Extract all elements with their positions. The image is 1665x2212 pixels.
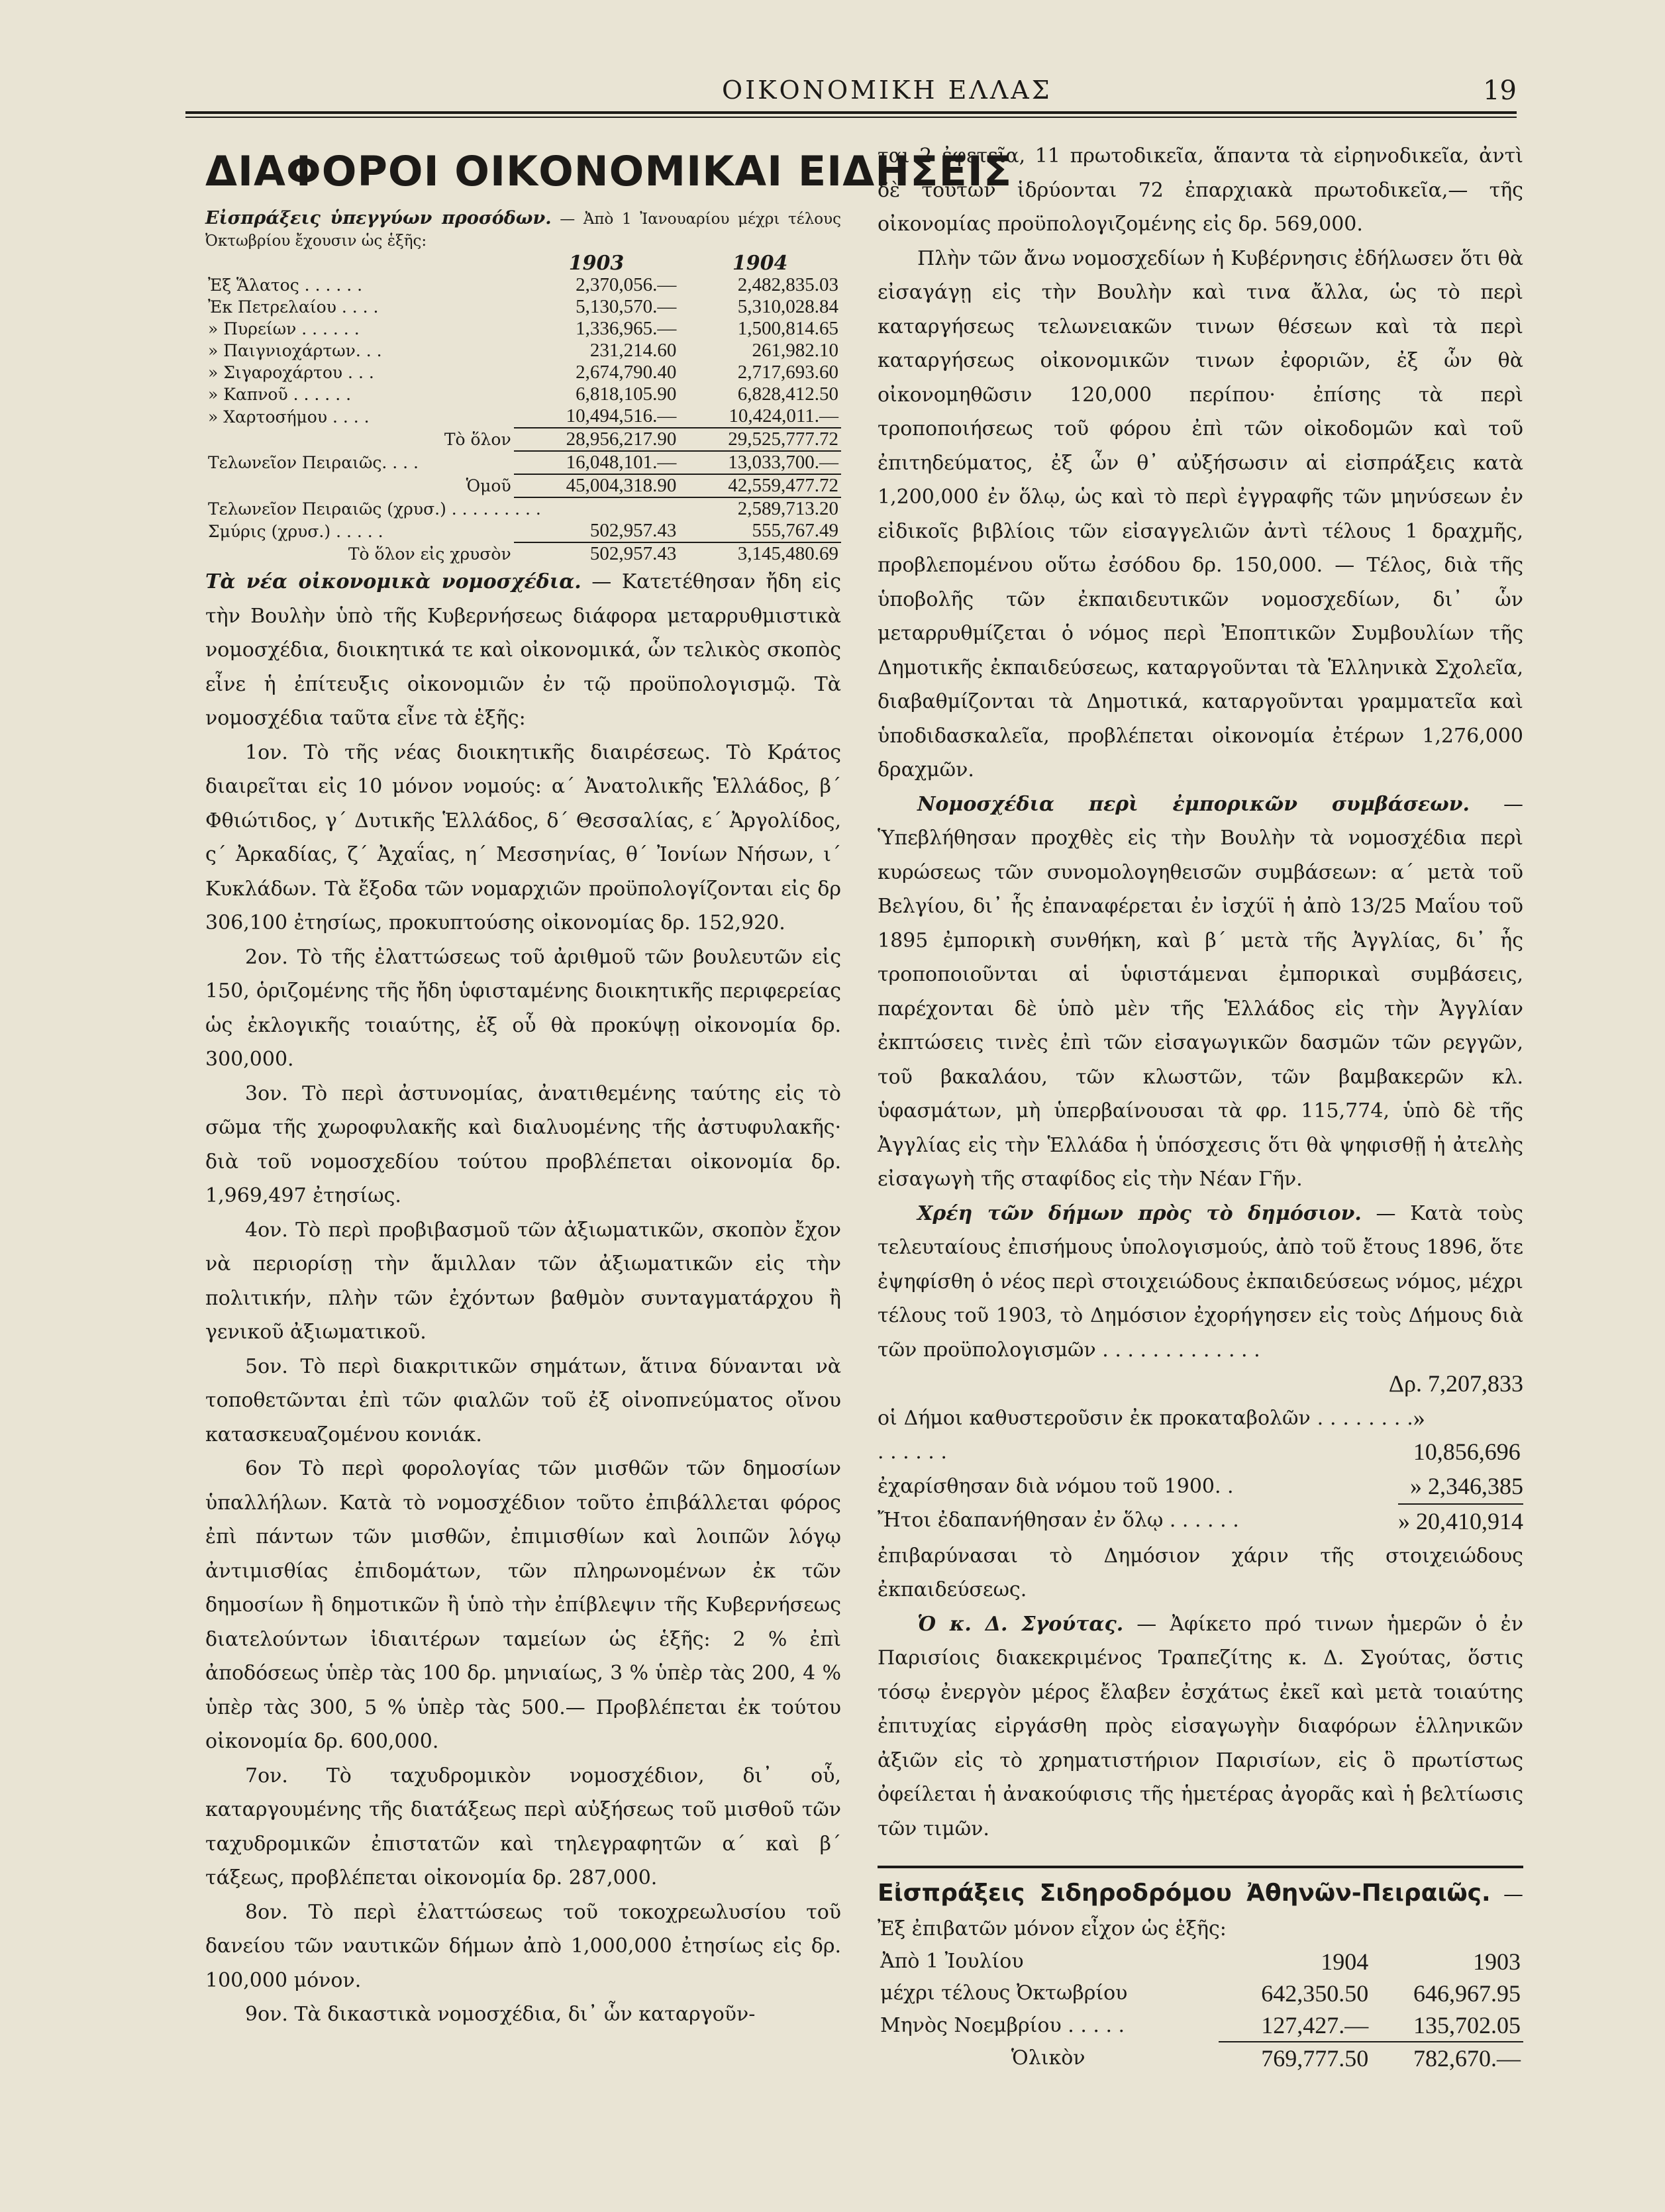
- debt-after: ἐπιβαρύνασαι τὸ Δημόσιον χάριν τῆς στοιχειώδους ἐκπαιδεύσεως.: [878, 1544, 1523, 1601]
- table-row: [878, 2009, 1523, 2042]
- emery-label: Σμύρις (χρυσ.) . . . . .: [208, 521, 383, 541]
- total-1904: 29,525,777.72: [679, 428, 841, 451]
- bill-9: 9ον. Τὰ δικαστικὰ νομοσχέδια, δι᾽ ὧν καταργοῦν-: [245, 2003, 756, 2026]
- row-value-1904: 10,424,011.—: [679, 405, 841, 428]
- debt-text: — Κατὰ τοὺς τελευταίους ἐπισήμους ὑπολογισμούς, ἀπὸ τοῦ ἔτους 1896, ὅτε ἐψηφίσθη ὁ νέος περὶ στοιχειώδους ἐκπαιδεύσεως νόμος, μέχρι τέλους τοῦ 1903, τὸ Δημόσιον ἐχορήγησεν εἰς τοὺς Δήμους διὰ τῶν προϋπολογισμῶν . . . . . . . . . . . . .: [878, 1201, 1523, 1362]
- railway-total-1903: 782,670.—: [1371, 2042, 1523, 2074]
- row-label: Ἐξ Ἅλατος . . . . . .: [208, 276, 363, 295]
- railway-table: [878, 1946, 1523, 2074]
- railway-row2-label: Μηνὸς Νοεμβρίου . . . . .: [880, 2013, 1125, 2037]
- bill-4: 4ον. Τὸ περὶ προβιβασμοῦ τῶν ἀξιωματικῶν, σκοπὸν ἔχον νὰ περιορίσῃ τὴν ἅμιλλαν τῶν ἀξιωματικῶν εἰς τὴν πολιτικήν, πλὴν τῶν ἐχόντων βαθμὸν συνταγματάρχου ἢ γενικοῦ ἀξιωματικοῦ.: [205, 1218, 841, 1344]
- railway-row1-label: μέχρι τέλους Ὀκτωβρίου: [880, 1982, 1128, 2005]
- debt-label-3: ἐχαρίσθησαν διὰ νόμου τοῦ 1900. .: [878, 1474, 1234, 1498]
- railway-year-1904: 1904: [1321, 1948, 1369, 1975]
- sum-1904: 42,559,477.72: [679, 474, 841, 497]
- railway-year-1903: 1903: [1473, 1948, 1521, 1975]
- trade-title: Νομοσχέδια περὶ ἐμπορικῶν συμβάσεων.: [917, 792, 1470, 816]
- journal-title: ΟΙΚΟΝΟΜΙΚΗ ΕΛΛΑΣ: [722, 75, 1052, 105]
- emery-1903: 502,957.43: [514, 520, 680, 542]
- bills-intro: — Κατετέθησαν ἤδη εἰς τὴν Βουλὴν ὑπὸ τῆς Κυβερνήσεως διάφορα μεταρρυθμιστικὰ νομοσχέδια, διοικητικά τε καὶ οἰκονομικά, ὧν τελικὸς σκοπὸς εἶνε ἡ ἐπίτευξις οἰκονομιῶν ἐν τῷ προϋπολογισμῷ. Τὰ νομοσχέδια ταῦτα εἶνε τὰ ἑξῆς:: [205, 570, 842, 730]
- table-row: [205, 405, 841, 428]
- header-rule-thin: [185, 117, 1517, 118]
- debt-line-2: [878, 1401, 1523, 1470]
- table-row: [205, 497, 841, 520]
- bills-article: [205, 565, 841, 2032]
- sgoutas-title: Ὁ κ. Δ. Σγούτας.: [917, 1612, 1124, 1636]
- table-row: [205, 318, 841, 340]
- table-row: [878, 2042, 1523, 2074]
- railway-row1-1903: 646,967.95: [1413, 1980, 1521, 2007]
- bill-6: 6ον Τὸ περὶ φορολογίας τῶν μισθῶν τῶν δημοσίων ὑπαλλήλων. Κατὰ τὸ νομοσχέδιον τοῦτο ἐπιβάλλεται φόρος ἐπὶ πάντων τῶν μισθῶν, ἐπιμισθίων καὶ λοιπῶν λόγῳ ἀντιμισθίας ἐπιδομάτων, τῶν πληρωνομένων ἐκ τῶν δημοσίων ἢ δημοτικῶν ἢ ὑπὸ τὴν ἐπίβλεψιν τῆς Κυβερνήσεως διατελούντων ἰδιαιτέρων ταμείων ὡς ἑξῆς: 2 % ἐπὶ ἀποδόσεως ὑπὲρ τὰς 100 δρ. μηνιαίως, 3 % ὑπὲρ τὰς 200, 4 % ὑπὲρ τὰς 300, 5 % ὑπὲρ τὰς 500.— Προβλέπεται ἐκ τούτου οἰκονομία δρ. 600,000.: [205, 1457, 841, 1753]
- row-value-1903: 2,674,790.40: [576, 362, 677, 383]
- debt-label-4: Ἤτοι ἐδαπανήθησαν ἐν ὅλῳ . . . . . .: [878, 1509, 1239, 1532]
- continuation-paragraph: ται 2 ἐφετεῖα, 11 πρωτοδικεῖα, ἅπαντα τὰ εἰρηνοδικεῖα, ἀντὶ δὲ τούτων ἱδρύονται 72 ἐπαρχιακὰ πρωτοδικεῖα,— τῆς οἰκονομίας προϋπολογιζομένης εἰς δρ. 569,000.: [878, 144, 1523, 236]
- row-value-1904: 5,310,028.84: [737, 296, 838, 317]
- railway-receipts-box: [878, 1866, 1523, 2074]
- row-value-1904: 1,500,814.65: [737, 318, 838, 339]
- gold-total-1904: 3,145,480.69: [737, 543, 838, 564]
- bill-5: 5ον. Τὸ περὶ διακριτικῶν σημάτων, ἅτινα δύνανται νὰ τοποθετῶνται ἐπὶ τῶν φιαλῶν τοῦ ἐξ οἰνοπνεύματος οἴνου κατασκευαζομένου κονιάκ.: [205, 1354, 841, 1446]
- bill-3: 3ον. Τὸ περὶ ἀστυνομίας, ἀνατιθεμένης ταύτης εἰς τὸ σῶμα τῆς χωροφυλακῆς καὶ διαλυομένης τῆς ἀστυφυλακῆς· διὰ τοῦ νομοσχεδίου τούτου προβλέπεται οἰκονομία δρ. 1,969,497 ἐτησίως.: [205, 1081, 841, 1207]
- bills-intro-paragraph: [205, 565, 841, 736]
- debt-line-4: [878, 1503, 1523, 1539]
- year-1904: 1904: [732, 252, 788, 275]
- receipts-lead: [205, 207, 841, 252]
- railway-from: Ἀπὸ 1 Ἰουλίου: [880, 1950, 1024, 1973]
- total-label: Τὸ ὅλον: [444, 430, 511, 449]
- railway-total-1904: 769,777.50: [1219, 2042, 1371, 2074]
- bills-title: Τὰ νέα οἰκονομικὰ νομοσχέδια.: [205, 570, 581, 593]
- page-header: [185, 66, 1517, 119]
- right-column: [878, 139, 1523, 2074]
- debt-paragraph: [878, 1197, 1523, 1368]
- table-row: [205, 428, 841, 451]
- piraeus-label: Τελωνεῖον Πειραιῶς. . . .: [208, 453, 419, 472]
- emery-1904: 555,767.49: [679, 520, 841, 542]
- table-row: [205, 383, 841, 405]
- railway-lead: [878, 1876, 1523, 1946]
- railway-row1-1904: 642,350.50: [1261, 1980, 1369, 2007]
- table-row: [205, 362, 841, 383]
- piraeus-1904: 13,033,700.—: [679, 451, 841, 474]
- trade-text: — Ὑπεβλήθησαν προχθὲς εἰς τὴν Βουλὴν τὰ νομοσχέδια περὶ κυρώσεως τῶν συνομολογηθεισῶν συμβάσεων: α΄ μετὰ τοῦ Βελγίου, δι᾽ ἧς ἐπαναφέρεται ἐν ἰσχύϊ ἡ ἀπὸ 13/25 Μαΐου τοῦ 1895 ἐμπορικὴ συνθήκη, καὶ β΄ μετὰ τῆς Ἀγγλίας, δι᾽ ἧς τροποποιοῦνται αἱ ὑφιστάμεναι ἐμπορικαὶ συμβάσεις, παρέχονται δὲ ὑπὸ μὲν τῆς Ἑλλάδος εἰς τὴν Ἀγγλίαν ἐκπτώσεις τινὲς ἐπὶ τῶν εἰσαγωγικῶν δασμῶν τῶν ρεγγῶν, τοῦ βακαλάου, τῶν κλωστῶν, τῶν βαμβακερῶν κλ. ὑφασμάτων, μὴ ὑπερβαίνουσαι τὰ φρ. 115,774, ὑπὸ δὲ τῆς Ἀγγλίας εἰς τὴν Ἑλλάδα ἡ ὑπόσχεσις ὅτι θὰ ψηφισθῇ ἡ ἀτελὴς εἰσαγωγὴ τῆς σταφίδος εἰς τὴν Νέαν Γῆν.: [878, 792, 1523, 1191]
- table-row: [205, 274, 841, 296]
- table-row: [205, 542, 841, 565]
- receipts-intro: — Ἀπὸ 1 Ἰανουαρίου μέχρι τέλους Ὀκτωβρίου ἔχουσιν ὡς ἑξῆς:: [205, 211, 841, 250]
- bill-7: 7ον. Τὸ ταχυδρομικὸν νομοσχέδιον, δι᾽ οὗ, καταργουμένης τῆς διατάξεως περὶ αὐξήσεως τοῦ μισθοῦ τῶν ταχυδρομικῶν ἐπιστατῶν καὶ τηλεγραφητῶν α΄ καὶ β΄ τάξεως, προβλέπεται οἰκονομία δρ. 287,000.: [205, 1764, 841, 1889]
- debt-value-1: Δρ. 7,207,833: [1388, 1370, 1523, 1397]
- row-value-1904: 2,717,693.60: [737, 362, 838, 383]
- bill-1: 1ον. Τὸ τῆς νέας διοικητικῆς διαιρέσεως. Τὸ Κράτος διαιρεῖται εἰς 10 μόνον νομούς: α΄ Ἀνατολικῆς Ἑλλάδος, β΄ Φθιώτιδος, γ΄ Δυτικῆς Ἑλλάδος, δ΄ Θεσσαλίας, ε΄ Ἀργολίδος, ς΄ Ἀρκαδίας, ζ΄ Ἀχαΐας, η΄ Μεσσηνίας, θ΄ Ἰονίων Νήσων, ι΄ Κυκλάδων. Τὰ ἔξοδα τῶν νομαρχιῶν προϋπολογίζονται εἰς δρ 306,100 ἐτησίως, προκυπτούσης οἰκονομίας δρ. 152,920.: [205, 740, 841, 934]
- year-1903: 1903: [568, 252, 625, 275]
- debt-value-4: » 20,410,914: [1398, 1503, 1523, 1539]
- sgoutas-text: — Ἀφίκετο πρό τινων ἡμερῶν ὁ ἐν Παρισίοις διακεκριμένος Τραπεζίτης κ. Δ. Σγούτας, ὅστις τόσῳ ἐνεργὸν μέρος ἔλαβεν ἐσχάτως ἐκεῖ καὶ μετὰ τοιαύτης ἐπιτυχίας εἰργάσθη πρὸς εἰσαγωγὴν διαφόρων ἑλληνικῶν ἀξιῶν εἰς τὸ χρηματιστήριον Παρισίων, εἰς ὃ πρωτίστως ὀφείλεται ἡ ἀνακούφισις τῆς ἡμετέρας ἀγορᾶς καὶ ἡ βελτίωσις τῶν τιμῶν.: [878, 1612, 1523, 1840]
- table-row: [205, 451, 841, 474]
- debt-line-1: [878, 1367, 1523, 1401]
- table-row: [205, 340, 841, 362]
- debt-value-2: » 10,856,696: [1413, 1404, 1521, 1465]
- bill-8: 8ον. Τὸ περὶ ἐλαττώσεως τοῦ τοκοχρεωλυσίου τοῦ δανείου τῶν ναυτικῶν δήμων ἀπὸ 1,000,000 ἐτησίως εἰς δρ. 100,000 μόνον.: [205, 1900, 841, 1992]
- receipts-table: [205, 252, 841, 565]
- row-value-1904: 6,828,412.50: [737, 383, 838, 405]
- gold-total-1903: 502,957.43: [589, 543, 677, 564]
- row-value-1903: 6,818,105.90: [576, 383, 677, 405]
- row-label: » Πυρείων . . . . . .: [208, 319, 360, 338]
- row-label: » Χαρτοσήμου . . . .: [208, 407, 370, 427]
- table-row: [878, 1946, 1523, 1978]
- receipts-title: Εἰσπράξεις ὑπεγγύων προσόδων.: [205, 208, 552, 228]
- debt-title: Χρέη τῶν δήμων πρὸς τὸ δημόσιον.: [917, 1201, 1362, 1225]
- debt-line-3: [878, 1470, 1523, 1504]
- table-row: [205, 520, 841, 542]
- railway-row2-1904: 127,427.—: [1261, 2012, 1369, 2038]
- row-value-1904: 261,982.10: [752, 340, 838, 361]
- receipts-rows: [205, 274, 841, 428]
- sum-label: Ὁμοῦ: [466, 476, 511, 495]
- row-value-1903: 231,214.60: [589, 340, 677, 361]
- row-value-1903: 5,130,570.—: [576, 296, 677, 317]
- row-value-1904: 2,482,835.03: [737, 274, 838, 295]
- debt-label-2: οἱ Δήμοι καθυστεροῦσιν ἐκ προκαταβολῶν . . . . . . . . . . . . . .: [878, 1406, 1413, 1464]
- gold-total-label: Τὸ ὅλον εἰς χρυσὸν: [348, 544, 511, 564]
- row-label: » Καπνοῦ . . . . . .: [208, 385, 352, 404]
- other-bills-paragraph: Πλὴν τῶν ἄνω νομοσχεδίων ἡ Κυβέρνησις ἐδήλωσεν ὅτι θὰ εἰσαγάγῃ εἰς τὴν Βουλὴν καὶ τινα ἄλλα, ὡς τὸ περὶ καταργήσεως τελωνειακῶν τινων θέσεων καὶ τὰ περὶ καταργήσεως οἰκονομικῶν τινων ἐφοριῶν, ἐξ ὧν θὰ οἰκονομηθῶσιν 120,000 περίπου· ἐπίσης τὰ περὶ τροποποιήσεως τοῦ φόρου ἐπὶ τῶν οἰκοδομῶν καὶ τοῦ ἐπιτηδεύματος, ἐξ ὧν θ᾽ αὐξήσωσιν αἱ εἰσπράξεις κατὰ 1,200,000 ἐν ὅλῳ, ὡς καὶ τὸ περὶ ἐγγραφῆς τῶν μηνύσεων ἐν εἰδικοῖς βιβλίοις τῶν εἰσαγγελιῶν ἀντὶ τέλους 1 δραχμῆς, προβλεπομένου οὕτω ἐσόδου δρ. 150,000. — Τέλος, διὰ τῆς ὑποβολῆς τῶν ἐκπαιδευτικῶν νομοσχεδίων, δι᾽ ὧν μεταρρυθμίζεται ὁ νόμος περὶ Ἐποπτικῶν Συμβουλίων τῆς Δημοτικῆς ἐκπαιδεύσεως, καταργοῦνται τὰ Ἑλληνικὰ Σχολεῖα, διαβαθμίζονται τὰ Δημοτικά, καταργοῦνται γραμματεῖα καὶ ὑποδιδασκαλεῖα, προβλέπεται οἰκονομία ἐτέρων 1,276,000 δραχμῶν.: [878, 246, 1523, 781]
- row-label: » Σιγαροχάρτου . . .: [208, 363, 374, 382]
- piraeus-gold-label: Τελωνεῖον Πειραιῶς (χρυσ.) . . . . . . . . .: [208, 499, 541, 519]
- bill-2: 2ον. Τὸ τῆς ἐλαττώσεως τοῦ ἀριθμοῦ τῶν βουλευτῶν εἰς 150, ὁριζομένης τῆς ἤδη ὑφισταμένης διοικητικῆς περιφερείας ὡς ἐκλογικῆς τοιαύτης, ἐξ οὗ θὰ προκύψῃ οἰκονομία δρ. 300,000.: [205, 945, 841, 1071]
- sum-1903: 45,004,318.90: [514, 474, 680, 497]
- railway-total-label: Ὁλικὸν: [1011, 2046, 1085, 2070]
- row-label: » Παιγνιοχάρτων. . .: [208, 341, 382, 360]
- right-article: [878, 139, 1523, 1846]
- page-number: 19: [1483, 75, 1517, 106]
- row-value-1903: 2,370,056.—: [576, 274, 677, 295]
- table-row: [205, 296, 841, 318]
- piraeus-gold-1904: 2,589,713.20: [737, 498, 838, 519]
- row-value-1903: 1,336,965.—: [576, 318, 677, 339]
- table-row: [205, 474, 841, 497]
- railway-row2-1903: 135,702.05: [1413, 2012, 1521, 2038]
- railway-intro: — Ἐξ ἐπιβατῶν μόνον εἶχον ὡς ἑξῆς:: [878, 1883, 1523, 1940]
- piraeus-1903: 16,048,101.—: [514, 451, 680, 474]
- header-rule: [185, 111, 1517, 114]
- debt-value-3: » 2,346,385: [1410, 1472, 1523, 1499]
- table-row: [878, 1978, 1523, 2009]
- total-1903: 28,956,217.90: [514, 428, 680, 451]
- year-header-row: [205, 252, 841, 274]
- trade-paragraph: [878, 787, 1523, 1197]
- row-label: Ἐκ Πετρελαίου . . . .: [208, 297, 379, 317]
- railway-title: Εἰσπράξεις Σιδηροδρόμου Ἀθηνῶν-Πειραιῶς.: [878, 1880, 1491, 1907]
- section-headline: ΔΙΑΦΟΡΟΙ ΟΙΚΟΝΟΜΙΚΑΙ ΕΙΔΗΣΕΙΣ: [205, 147, 1013, 195]
- sgoutas-paragraph: [878, 1607, 1523, 1846]
- row-value-1903: 10,494,516.—: [514, 405, 680, 428]
